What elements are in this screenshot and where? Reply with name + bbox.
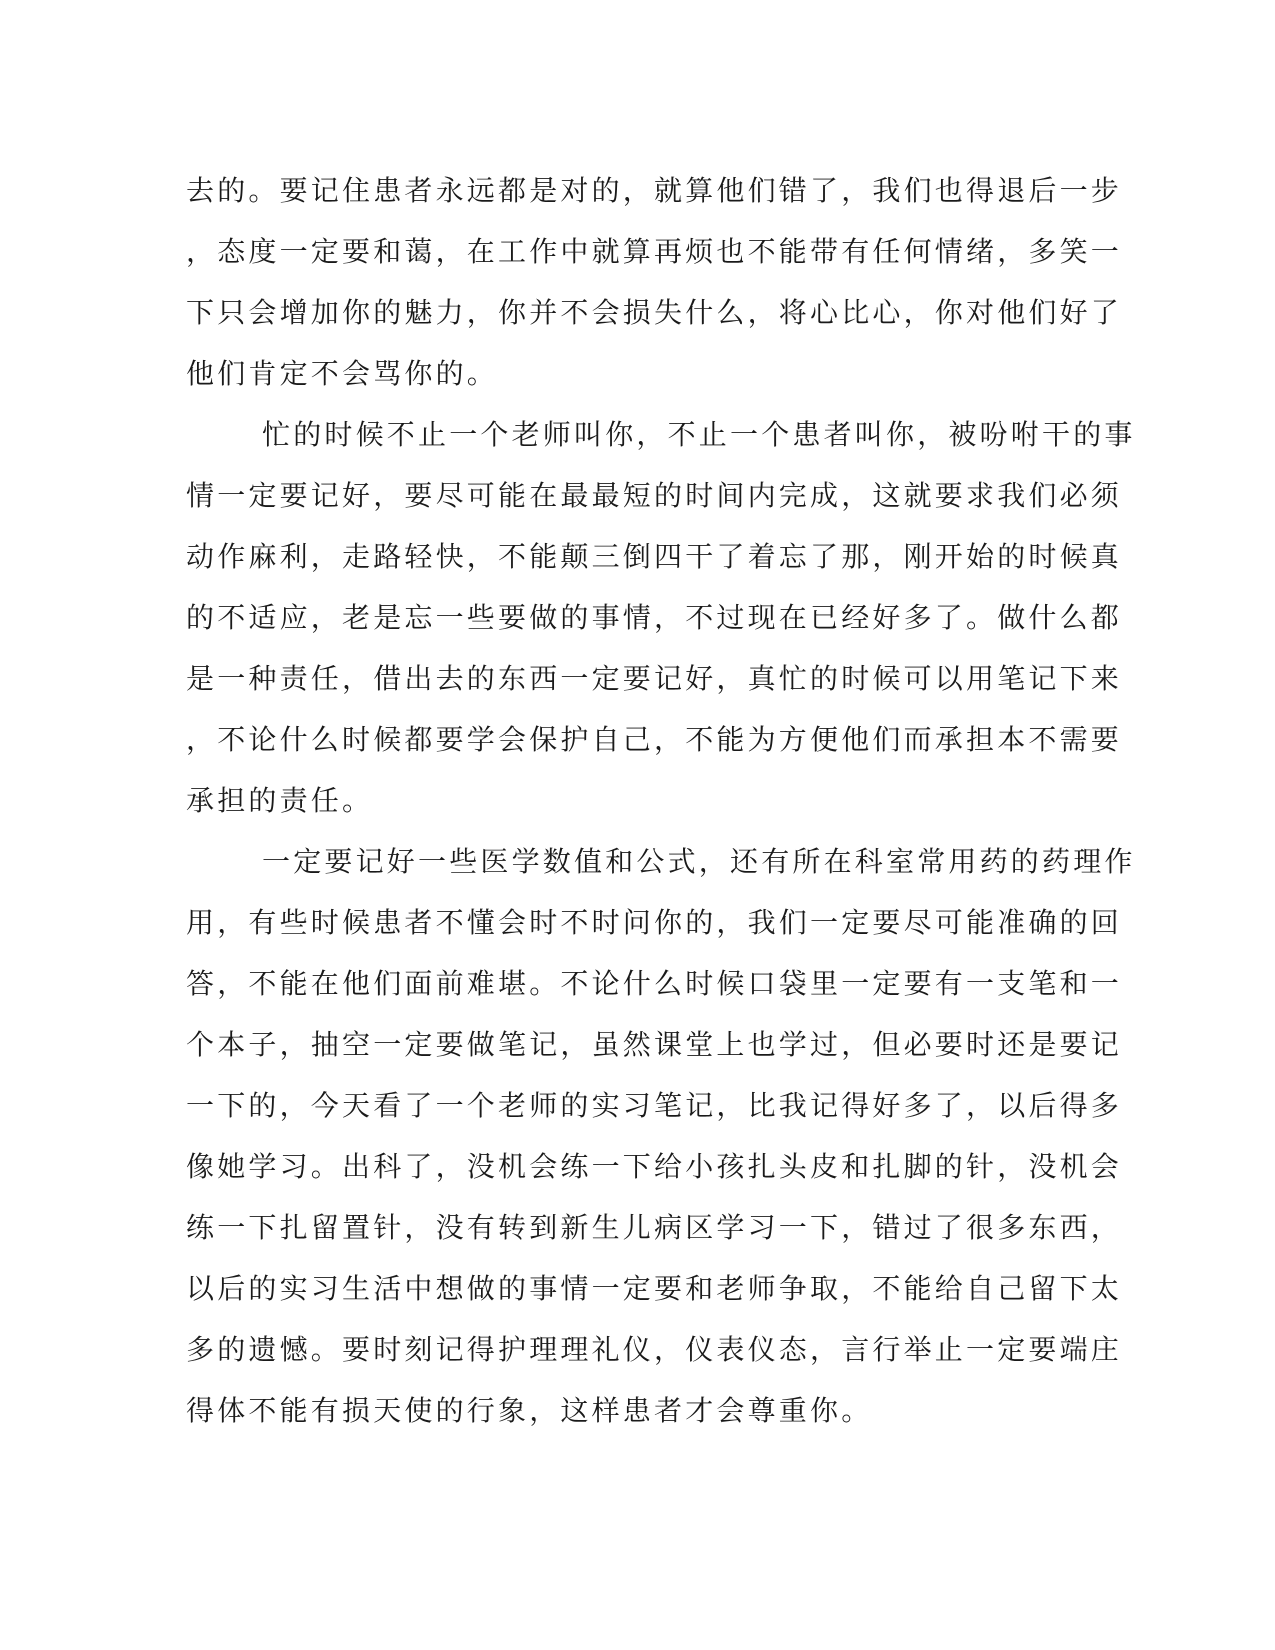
- text-line: 得体不能有损天使的行象，这样患者才会尊重你。: [186, 1394, 873, 1427]
- paragraph-3: [186, 831, 1136, 1441]
- text-line: 以后的实习生活中想做的事情一定要和老师争取，不能给自己留下太: [186, 1272, 1123, 1305]
- text-line: 用，有些时候患者不懂会时不时问你的，我们一定要尽可能准确的回: [186, 906, 1123, 939]
- text-line: 是一种责任，借出去的东西一定要记好，真忙的时候可以用笔记下来: [186, 662, 1123, 695]
- text-line: 一下的，今天看了一个老师的实习笔记，比我记得好多了，以后得多: [186, 1089, 1123, 1122]
- text-line: 一定要记好一些医学数值和公式，还有所在科室常用药的药理作: [262, 845, 1136, 878]
- text-line: 忙的时候不止一个老师叫你，不止一个患者叫你，被吩咐干的事: [262, 418, 1136, 451]
- text-line: 个本子，抽空一定要做笔记，虽然课堂上也学过，但必要时还是要记: [186, 1028, 1123, 1061]
- text-line: 情一定要记好，要尽可能在最最短的时间内完成，这就要求我们必须: [186, 479, 1123, 512]
- text-line: ，不论什么时候都要学会保护自己，不能为方便他们而承担本不需要: [186, 723, 1123, 756]
- text-line: 动作麻利，走路轻快，不能颠三倒四干了着忘了那，刚开始的时候真: [186, 540, 1123, 573]
- document-body: [186, 160, 1136, 1441]
- text-line: 的不适应，老是忘一些要做的事情，不过现在已经好多了。做什么都: [186, 601, 1123, 634]
- text-line: 下只会增加你的魅力，你并不会损失什么，将心比心，你对他们好了: [186, 296, 1123, 329]
- text-line: 承担的责任。: [186, 784, 374, 817]
- text-line: 他们肯定不会骂你的。: [186, 357, 499, 390]
- paragraph-2: [186, 404, 1136, 831]
- text-line: 去的。要记住患者永远都是对的，就算他们错了，我们也得退后一步: [186, 174, 1123, 207]
- text-line: 像她学习。出科了，没机会练一下给小孩扎头皮和扎脚的针，没机会: [186, 1150, 1123, 1183]
- text-line: 多的遗憾。要时刻记得护理理礼仪，仪表仪态，言行举止一定要端庄: [186, 1333, 1123, 1366]
- text-line: ，态度一定要和蔼，在工作中就算再烦也不能带有任何情绪，多笑一: [186, 235, 1123, 268]
- text-line: 练一下扎留置针，没有转到新生儿病区学习一下，错过了很多东西，: [186, 1211, 1123, 1244]
- paragraph-1: [186, 160, 1123, 404]
- text-line: 答，不能在他们面前难堪。不论什么时候口袋里一定要有一支笔和一: [186, 967, 1123, 1000]
